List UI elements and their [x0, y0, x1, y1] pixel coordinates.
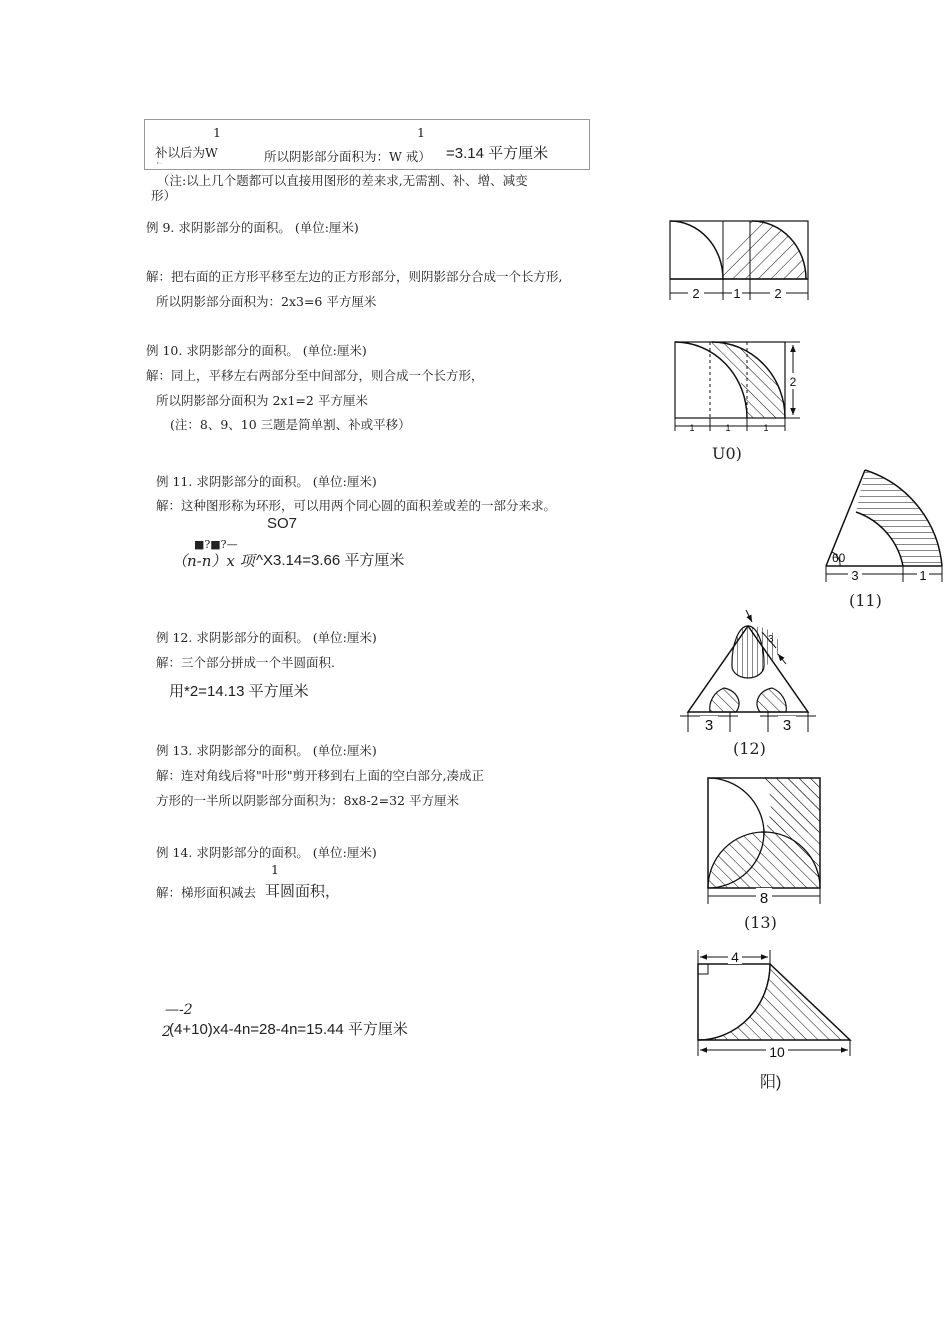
box-left-text: 补以后为W	[155, 145, 218, 160]
ex14-caption: 阳)	[760, 1074, 782, 1091]
box-tiny-text: r...	[157, 160, 163, 165]
ex10-dim-1: 1	[689, 423, 695, 433]
ex10-solution-1: 解：同上，平移左右两部分至中间部分，则合成一个长方形，	[146, 368, 484, 383]
note-line-2: 形）	[151, 188, 177, 203]
ex12-dim-top: 3	[768, 634, 774, 645]
ex12-formula: 用*2=14.13 平方厘米	[169, 683, 309, 700]
ex10-figure	[672, 337, 812, 437]
ex11-formula-prefix: （n-n）x 项	[172, 552, 255, 570]
ex14-solution-prefix: 解：梯形面积减去	[156, 885, 257, 900]
ex11-fraction-top: SO7	[267, 515, 298, 532]
ex12-figure	[672, 604, 832, 736]
ex10-note: (注：8、9、10 三题是简单割、补或平移）	[170, 417, 411, 432]
ex11-figure	[820, 466, 945, 588]
ex11-solution-1: 解：这种图形称为环形，可以用两个同心圆的面积差或差的一部分来求。	[156, 498, 557, 513]
ex11-formula-result: ^X3.14=3.66 平方厘米	[256, 552, 405, 569]
ex13-caption: (13)	[744, 913, 777, 932]
ex14-formula: (4+10)x4-4n=28-4n=15.44 平方厘米	[169, 1021, 408, 1038]
ex14-title: 例 14. 求阴影部分的面积。 (单位:厘米)	[156, 845, 377, 860]
ex10-dim-3: 1	[763, 423, 769, 433]
ex9-title: 例 9. 求阴影部分的面积。 (单位:厘米)	[146, 220, 359, 235]
box-formula-text: 所以阴影部分面积为：W 戒）	[264, 149, 431, 164]
ex13-solution-1: 解：连对角线后将"叶形"剪开移到右上面的空白部分,凑成正	[156, 768, 484, 783]
ex14-dim-bottom: 10	[769, 1044, 785, 1060]
ex10-title: 例 10. 求阴影部分的面积。 (单位:厘米)	[146, 343, 367, 358]
ex14-fraction-mark: —-2	[165, 1002, 193, 1018]
ex10-solution-2: 所以阴影部分面积为 2x1=2 平方厘米	[156, 393, 368, 408]
ex9-dim-1: 2	[692, 286, 700, 301]
ex14-dim-top: 4	[731, 949, 739, 965]
ex12-dim-right: 3	[782, 717, 792, 734]
ex12-solution-1: 解：三个部分拼成一个半圆面积.	[156, 655, 335, 670]
ex11-caption: (11)	[849, 591, 882, 610]
ex10-dim-height: 2	[789, 375, 797, 389]
ex9-figure	[666, 218, 816, 306]
ex9-solution-2: 所以阴影部分面积为：2x3=6 平方厘米	[156, 294, 377, 309]
ex9-solution-1: 解：把右面的正方形平移至左边的正方形部分，则阴影部分合成一个长方形,	[146, 269, 563, 284]
ex11-dim-radius: 3	[851, 568, 859, 583]
ex13-title: 例 13. 求阴影部分的面积。 (单位:厘米)	[156, 743, 377, 758]
ex12-title: 例 12. 求阴影部分的面积。 (单位:厘米)	[156, 630, 377, 645]
ex12-caption: (12)	[733, 739, 766, 758]
fraction-numerator: 1	[213, 125, 221, 140]
ex11-title: 例 11. 求阴影部分的面积。 (单位:厘米)	[156, 474, 377, 489]
ex13-dim-side: 8	[759, 890, 769, 907]
ex13-solution-2: 方形的一半所以阴影部分面积为：8x8-2=32 平方厘米	[156, 793, 459, 808]
ex9-dim-3: 2	[774, 286, 782, 301]
ex9-dim-2: 1	[733, 286, 741, 301]
ex10-dim-2: 1	[725, 423, 731, 433]
ex14-figure	[690, 946, 860, 1066]
ex12-dim-left: 3	[704, 717, 714, 734]
ex14-solution-suffix: 耳圆面积，	[265, 882, 341, 900]
ex10-caption: U0)	[712, 444, 742, 463]
note-line-1: （注:以上几个题都可以直接用图形的差来求,无需割、补、增、减变	[157, 173, 528, 188]
ex13-figure	[704, 774, 824, 908]
ex11-angle: 60	[832, 551, 846, 565]
ex14-fraction-one: 1	[271, 862, 279, 877]
box-formula-result: =3.14 平方厘米	[446, 145, 549, 162]
fraction-numerator: 1	[417, 125, 425, 140]
ex14-formula-prefix: 2	[162, 1024, 171, 1040]
ex11-dim-width: 1	[919, 568, 927, 583]
ex11-fraction-mid: ■?■?—	[194, 538, 238, 551]
